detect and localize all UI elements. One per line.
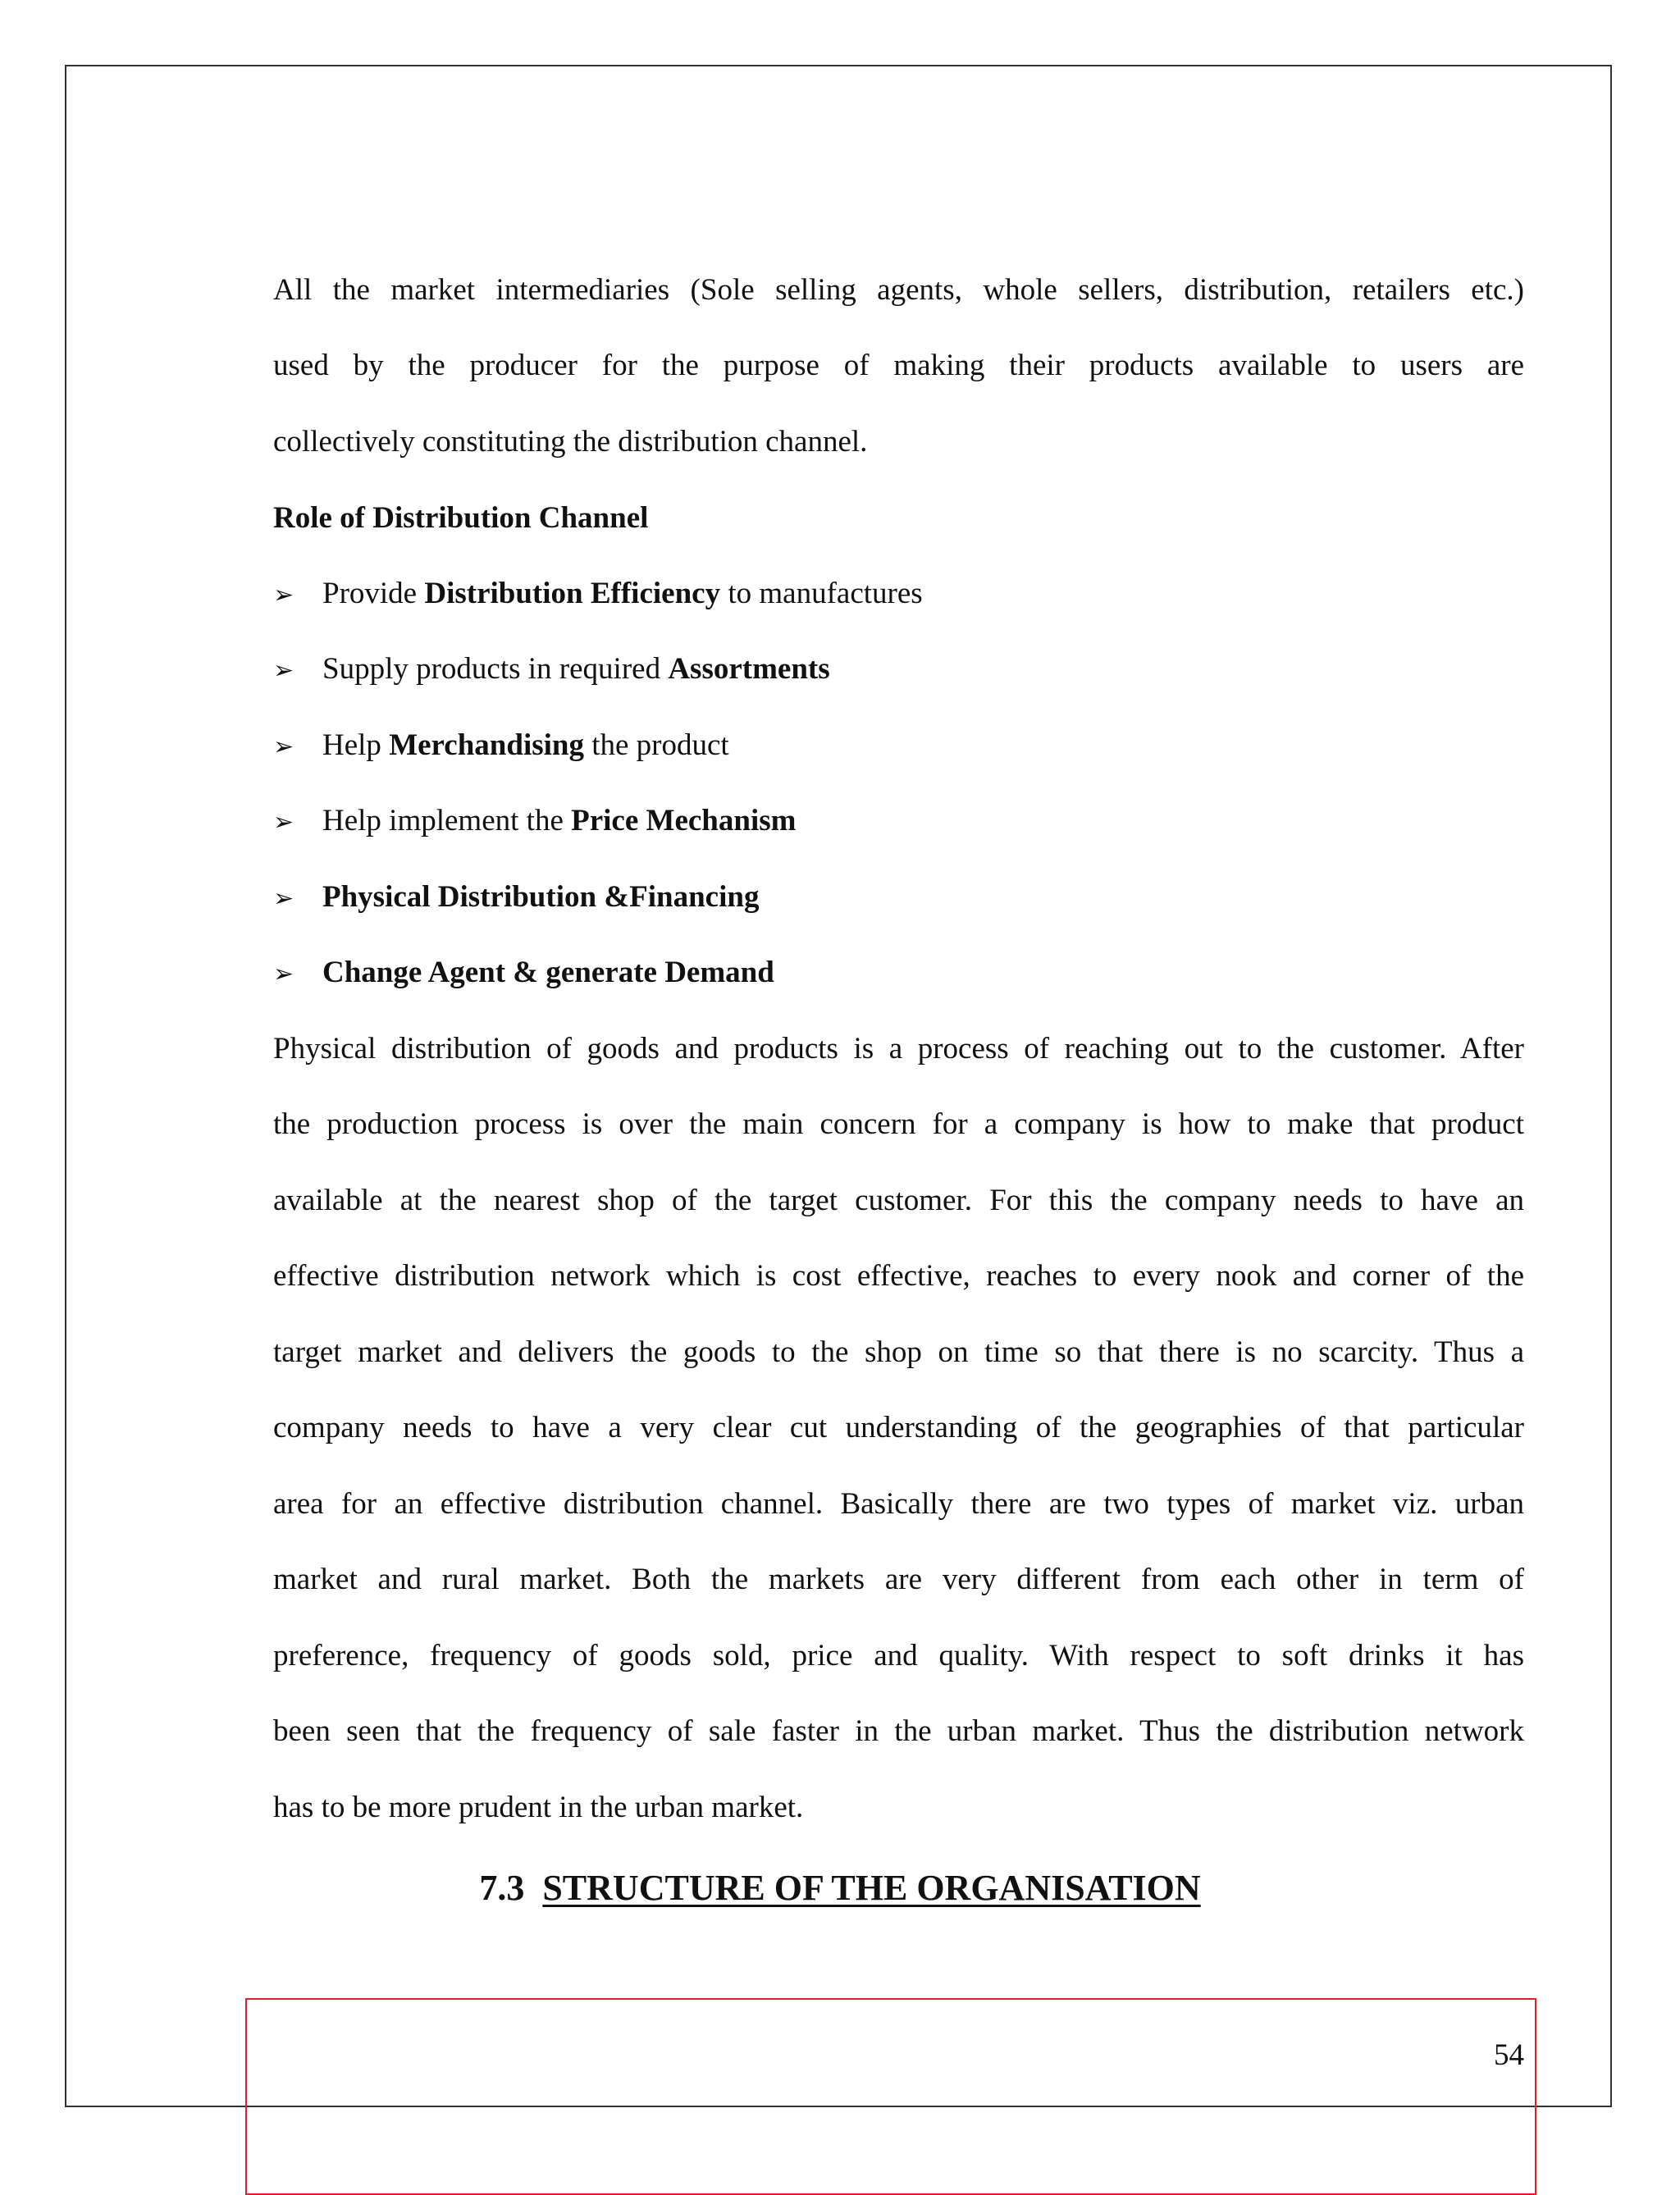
role-heading: Role of Distribution Channel [273, 501, 649, 535]
body-line-5: target market and delivers the goods to the shop on time so that there is no scarcity. Thus a [273, 1335, 1524, 1369]
body-line-9: preference, frequency of goods sold, price and quality. With respect to soft drinks it has [273, 1639, 1524, 1672]
bullet-item [273, 576, 923, 614]
section-number: 7.3 [479, 1868, 525, 1908]
bullet-bold: Change Agent & generate Demand [322, 956, 774, 989]
bullet-pre: Supply products in required [322, 652, 669, 686]
annotation-box [245, 1998, 1536, 2195]
bullet-pre: Help implement the [322, 804, 572, 837]
body-line-1: Physical distribution of goods and products is a process of reaching out to the customer. After [273, 1032, 1524, 1066]
bullet-pre: Help [322, 728, 390, 762]
arrow-bullet-icon: ➢ [273, 732, 294, 761]
bullet-item [273, 651, 830, 689]
intro-line-1: All the market intermediaries (Sole selling agents, whole sellers, distribution, retailers etc.) [273, 273, 1524, 307]
arrow-bullet-icon: ➢ [273, 581, 294, 609]
body-line-7: area for an effective distribution channel. Basically there are two types of market viz. urban [273, 1487, 1524, 1521]
bullet-post: the product [583, 728, 729, 762]
bullet-item [273, 728, 729, 765]
body-line-8: market and rural market. Both the markets are very different from each other in term of [273, 1563, 1524, 1596]
bullet-bold: Distribution Efficiency [424, 577, 721, 610]
body-line-11: has to be more prudent in the urban market. [273, 1791, 804, 1824]
bullet-pre: Provide [322, 577, 425, 610]
body-line-10: been seen that the frequency of sale faster in the urban market. Thus the distribution network [273, 1714, 1524, 1748]
body-line-6: company needs to have a very clear cut understanding of the geographies of that particular [273, 1411, 1524, 1444]
bullet-item [273, 955, 774, 993]
arrow-bullet-icon: ➢ [273, 656, 294, 685]
bullet-bold: Assortments [668, 652, 830, 686]
arrow-bullet-icon: ➢ [273, 808, 294, 837]
bullet-item [273, 879, 759, 917]
body-line-4: effective distribution network which is cost effective, reaches to every nook and corner of the [273, 1259, 1524, 1293]
bullet-bold: Merchandising [389, 728, 584, 762]
bullet-bold: Physical Distribution &Financing [322, 880, 760, 914]
intro-line-2: used by the producer for the purpose of making their products available to users are [273, 349, 1524, 382]
body-line-3: available at the nearest shop of the target customer. For this the company needs to have an [273, 1184, 1524, 1217]
body-line-2: the production process is over the main concern for a company is how to make that product [273, 1107, 1524, 1141]
page-number: 54 [1494, 2038, 1524, 2072]
arrow-bullet-icon: ➢ [273, 884, 294, 913]
section-heading [0, 1867, 1680, 1910]
intro-line-3: collectively constituting the distribution channel. [273, 425, 868, 459]
section-title: STRUCTURE OF THE ORGANISATION [542, 1868, 1201, 1908]
bullet-item [273, 803, 796, 841]
bullet-bold: Price Mechanism [571, 804, 797, 837]
bullet-post: to manufactures [720, 577, 923, 610]
arrow-bullet-icon: ➢ [273, 960, 294, 988]
